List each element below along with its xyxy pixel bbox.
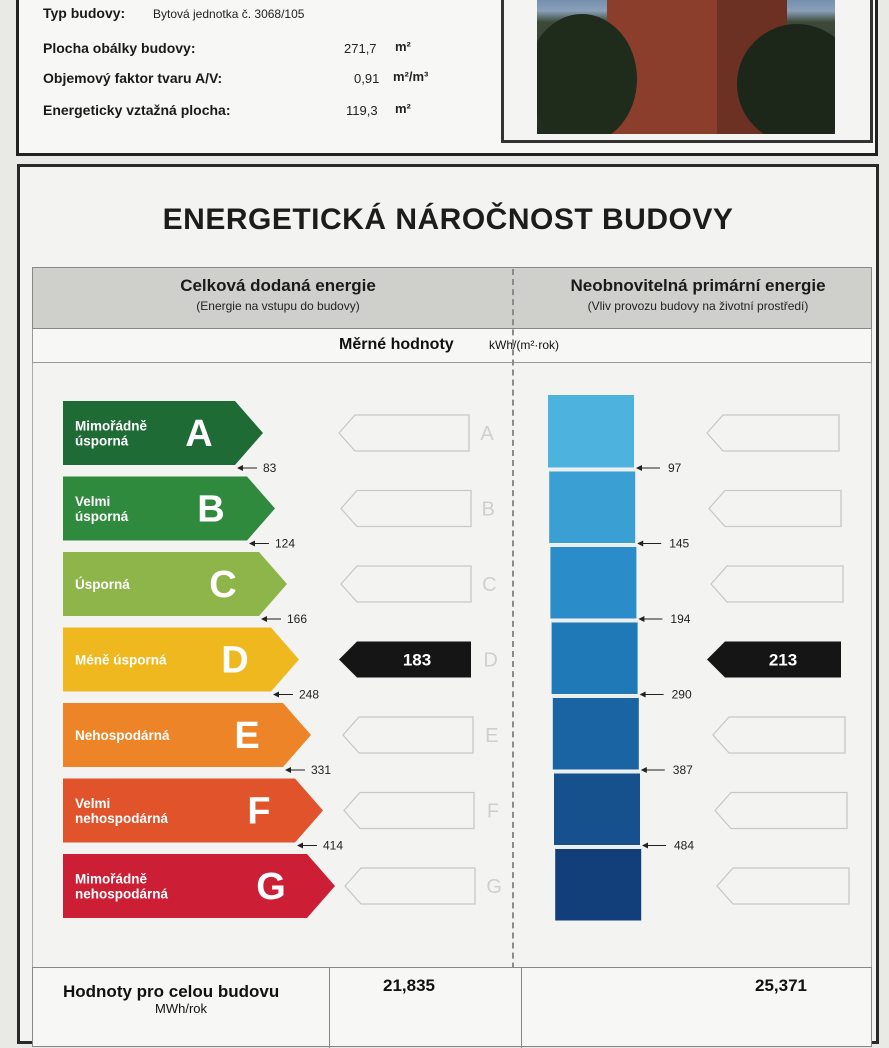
class-a-faint-letter: A — [480, 423, 494, 445]
shape-factor-label: Objemový faktor tvaru A/V: — [43, 70, 223, 86]
right-indicator-value: 213 — [768, 650, 798, 670]
envelope-area-value: 271,7 — [344, 41, 377, 56]
class-b-left-boundary-value: 124 — [275, 536, 296, 551]
class-f-right-empty-indicator — [715, 793, 847, 829]
class-c-right-empty-indicator — [711, 566, 843, 602]
class-g-left-empty-indicator — [345, 868, 475, 904]
class-b-label-line: Velmi — [75, 494, 111, 509]
class-a-right-empty-indicator — [707, 415, 839, 451]
class-c-left-boundary-arrowhead — [261, 616, 267, 622]
class-c-scale-block — [550, 546, 636, 619]
class-g-scale-block — [555, 848, 641, 921]
class-c-faint-letter: C — [482, 574, 497, 596]
right-column-subtitle: (Vliv provozu budovy na životní prostředí) — [587, 299, 809, 313]
class-b-scale-block — [549, 471, 635, 544]
class-e-scale-separator — [553, 695, 639, 698]
class-b-scale-separator — [549, 469, 635, 472]
class-d-scale-separator — [552, 620, 638, 623]
class-d-right-boundary-arrowhead — [640, 692, 646, 698]
class-g-scale-separator — [555, 846, 641, 849]
totals-label: Hodnoty pro celou budovu — [63, 982, 280, 1001]
class-e-letter: E — [234, 715, 260, 757]
totals-unit: MWh/rok — [155, 1001, 207, 1016]
class-g-label-line: Mimořádně — [75, 871, 148, 887]
building-type-value: Bytová jednotka č. 3068/105 — [153, 7, 305, 21]
class-f-letter: F — [247, 790, 271, 833]
class-e-label-line: Nehospodárná — [75, 728, 170, 743]
shape-factor-value: 0,91 — [354, 71, 380, 86]
specific-values-label: Měrné hodnoty — [339, 336, 454, 353]
page-title: ENERGETICKÁ NÁROČNOST BUDOVY — [162, 203, 734, 236]
class-d-faint-letter: D — [483, 649, 498, 672]
class-d-left-boundary-value: 248 — [299, 687, 320, 702]
class-c-right-boundary-arrowhead — [638, 616, 644, 622]
class-b-faint-letter: B — [481, 498, 495, 521]
class-e-left-boundary-value: 331 — [311, 763, 332, 777]
class-f-left-boundary-arrowhead — [297, 843, 303, 849]
class-a-left-boundary-value: 83 — [263, 461, 277, 475]
class-a-right-boundary-arrowhead — [636, 465, 642, 471]
class-b-letter: B — [197, 488, 225, 531]
class-d-label-line: Méně úsporná — [75, 652, 167, 668]
class-d-left-boundary-arrowhead — [273, 692, 279, 698]
class-f-left-empty-indicator — [344, 793, 474, 829]
class-a-right-boundary-value: 97 — [668, 461, 682, 475]
class-f-scale-block — [554, 773, 640, 846]
class-e-left-boundary-arrowhead — [285, 767, 291, 773]
energy-class-svg — [33, 363, 871, 968]
building-type-label: Typ budovy: — [43, 5, 126, 21]
class-e-right-boundary-value: 387 — [672, 763, 693, 777]
class-a-label-line: úsporná — [75, 433, 129, 449]
class-c-label-line: Úsporná — [75, 577, 130, 592]
left-column-title: Celková dodaná energie — [180, 276, 376, 295]
envelope-area-unit: m² — [395, 39, 411, 54]
class-a-label-line: Mimořádně — [75, 418, 148, 434]
building-photo — [537, 0, 835, 134]
class-c-right-boundary-value: 194 — [670, 612, 691, 626]
envelope-area-label: Plocha obálky budovy: — [43, 40, 196, 56]
shape-factor-unit: m²/m³ — [393, 69, 429, 84]
class-d-right-boundary-value: 290 — [671, 687, 692, 702]
reference-area-value: 119,3 — [346, 103, 378, 118]
reference-area-unit: m² — [395, 101, 411, 116]
left-column-subtitle: (Energie na vstupu do budovy) — [196, 299, 360, 313]
class-f-left-boundary-value: 414 — [323, 838, 344, 853]
class-e-right-empty-indicator — [713, 717, 845, 753]
class-b-left-boundary-arrowhead — [249, 541, 255, 547]
class-a-left-boundary-arrowhead — [237, 465, 243, 471]
class-c-left-boundary-value: 166 — [287, 612, 308, 626]
reference-area-label: Energeticky vztažná plocha: — [43, 102, 231, 118]
class-g-label-line: nehospodárná — [75, 886, 169, 902]
totals-right-value: 25,371 — [755, 976, 807, 995]
class-f-right-boundary-arrowhead — [642, 843, 648, 849]
column-header — [32, 267, 872, 329]
class-f-label-line: nehospodárná — [75, 811, 169, 826]
building-photo-frame — [501, 0, 873, 143]
class-b-label-line: úsporná — [75, 509, 129, 524]
class-b-right-boundary-value: 145 — [669, 536, 690, 551]
class-e-faint-letter: E — [485, 725, 499, 747]
left-indicator-value: 183 — [402, 650, 432, 670]
class-g-faint-letter: G — [486, 876, 502, 898]
class-c-left-empty-indicator — [341, 566, 471, 602]
class-b-right-boundary-arrowhead — [637, 541, 643, 547]
class-g-letter: G — [256, 866, 286, 908]
energy-label-panel — [17, 164, 879, 1044]
energy-class-chart — [32, 363, 872, 968]
building-info-panel — [16, 0, 878, 156]
class-g-right-empty-indicator — [717, 868, 849, 904]
right-column-title: Neobnovitelná primární energie — [570, 276, 826, 295]
class-d-scale-block — [552, 622, 638, 695]
class-a-scale-block — [548, 395, 634, 468]
class-c-letter: C — [209, 564, 237, 606]
class-a-left-empty-indicator — [339, 415, 469, 451]
class-b-right-empty-indicator — [709, 491, 841, 527]
class-e-right-boundary-arrowhead — [641, 767, 647, 773]
class-e-scale-block — [553, 697, 639, 770]
class-f-scale-separator — [554, 771, 640, 774]
class-c-scale-separator — [550, 544, 636, 547]
specific-values-unit: kWh/(m²·rok) — [489, 338, 559, 352]
specific-values-row — [32, 329, 872, 363]
class-f-label-line: Velmi — [75, 796, 111, 811]
class-b-left-empty-indicator — [341, 491, 471, 527]
class-d-letter: D — [221, 639, 249, 682]
totals-row — [32, 967, 872, 1047]
class-f-right-boundary-value: 484 — [674, 838, 695, 853]
totals-left-value: 21,835 — [383, 976, 435, 995]
class-f-faint-letter: F — [486, 800, 500, 823]
column-divider — [512, 269, 514, 1039]
class-a-letter: A — [185, 413, 213, 455]
class-e-left-empty-indicator — [343, 717, 473, 753]
